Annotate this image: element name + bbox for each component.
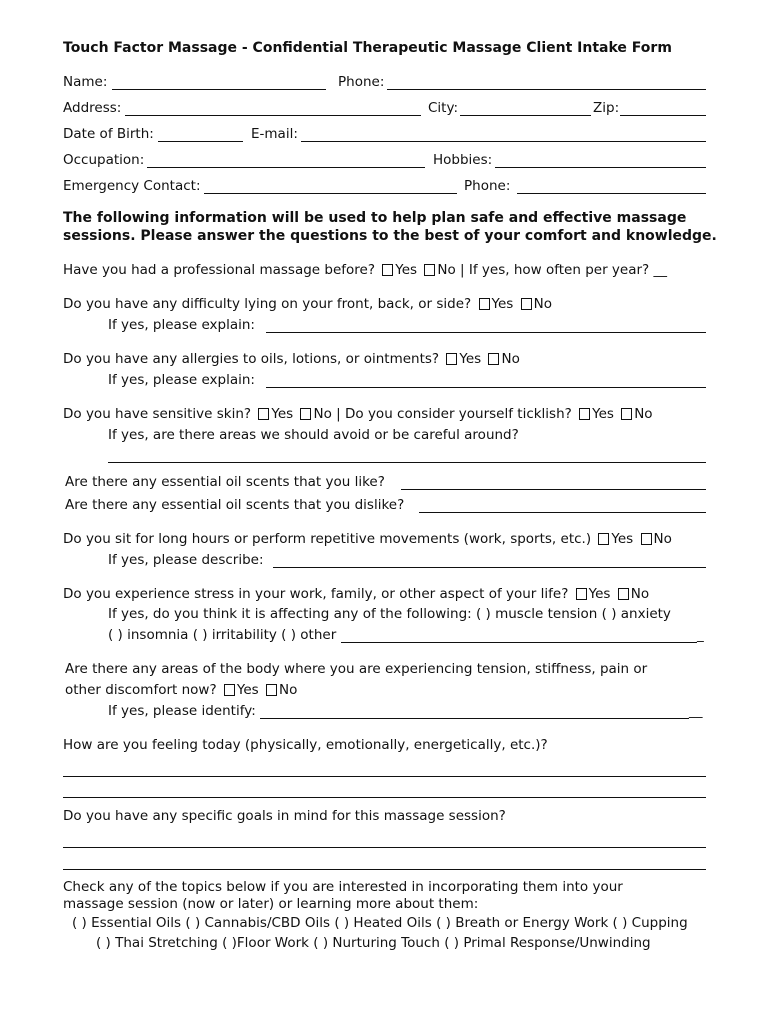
emergency-phone-label: Phone:: [464, 178, 511, 194]
q4-follow-label: If yes, are there areas we should avoid or be careful around?: [108, 427, 519, 443]
city-input[interactable]: [460, 99, 591, 116]
q2-explain-input[interactable]: [266, 316, 706, 333]
city-label: City:: [428, 100, 459, 116]
name-label: Name:: [63, 74, 108, 90]
q3-no-checkbox[interactable]: [488, 353, 499, 365]
q4b-yes-checkbox[interactable]: [579, 408, 590, 420]
q9-answer-line-1[interactable]: [63, 760, 706, 777]
q2-yes-label: Yes: [491, 296, 514, 312]
q9-text: How are you feeling today (physically, emotionally, energetically, etc.)?: [63, 737, 548, 753]
address-label: Address:: [63, 100, 122, 116]
q4-avoid-input[interactable]: [108, 446, 706, 463]
phone-label: Phone:: [338, 74, 385, 90]
q1-tail: | If yes, how often per year? __: [460, 262, 667, 278]
topics-row-2[interactable]: ( ) Thai Stretching ( )Floor Work ( ) Nurturing Touch ( ) Primal Response/Unwinding: [96, 935, 651, 951]
q7-text: Do you experience stress in your work, family, or other aspect of your life?: [63, 586, 569, 602]
q5-like-label: Are there any essential oil scents that you like?: [65, 474, 385, 490]
hobbies-input[interactable]: [495, 151, 706, 168]
q6-yes-checkbox[interactable]: [598, 533, 609, 545]
q1-row: [63, 264, 667, 278]
q6-row: [63, 533, 672, 547]
q1-text: Have you had a professional massage before?: [63, 262, 375, 278]
name-input[interactable]: [112, 73, 326, 90]
q2-yes-checkbox[interactable]: [479, 298, 490, 310]
q4-no-label: No: [313, 406, 332, 422]
topics-line-2: massage session (now or later) or learning more about them:: [63, 896, 479, 912]
q6-describe-input[interactable]: [273, 551, 706, 568]
q5-like-input[interactable]: [401, 473, 706, 490]
q5-dislike-input[interactable]: [419, 496, 706, 513]
q2-text: Do you have any difficulty lying on your front, back, or side?: [63, 296, 472, 312]
q4-yes-label: Yes: [271, 406, 294, 422]
q3-yes-checkbox[interactable]: [446, 353, 457, 365]
email-label: E-mail:: [251, 126, 298, 142]
q4b-no-label: No: [634, 406, 653, 422]
zip-label: Zip:: [593, 100, 620, 116]
q8-yes-label: Yes: [236, 682, 259, 698]
q2-no-label: No: [533, 296, 552, 312]
intro-line-1: The following information will be used to help plan safe and effective massage: [63, 210, 687, 226]
q1-yes-checkbox[interactable]: [382, 264, 393, 276]
q8-no-checkbox[interactable]: [266, 684, 277, 696]
q1-no-checkbox[interactable]: [424, 264, 435, 276]
q5-dislike-label: Are there any essential oil scents that you dislike?: [65, 497, 405, 513]
q4-text: Do you have sensitive skin?: [63, 406, 252, 422]
email-input[interactable]: [301, 125, 706, 142]
emergency-phone-input[interactable]: [517, 177, 706, 194]
topics-line-1: Check any of the topics below if you are interested in incorporating them into your: [63, 879, 623, 895]
q4-yes-checkbox[interactable]: [258, 408, 269, 420]
q4b-no-checkbox[interactable]: [621, 408, 632, 420]
q1-no-label: No: [437, 262, 456, 278]
q8-line-1: Are there any areas of the body where you are experiencing tension, stiffness, pain or: [65, 661, 648, 677]
q3-no-label: No: [501, 351, 520, 367]
dob-input[interactable]: [158, 125, 243, 142]
zip-input[interactable]: [620, 99, 706, 116]
q3-text: Do you have any allergies to oils, lotions, or ointments?: [63, 351, 440, 367]
q7-follow-2: ( ) insomnia ( ) irritability ( ) other: [108, 627, 337, 643]
phone-input[interactable]: [387, 73, 706, 90]
q4-text-2: Do you consider yourself ticklish?: [345, 406, 572, 422]
q7-yes-checkbox[interactable]: [576, 588, 587, 600]
q7-row: [63, 588, 649, 602]
q2-no-checkbox[interactable]: [521, 298, 532, 310]
q3-follow-label: If yes, please explain:: [108, 372, 255, 388]
q3-yes-label: Yes: [459, 351, 482, 367]
q9-answer-line-2[interactable]: [63, 781, 706, 798]
q7-follow-1: If yes, do you think it is affecting any of the following: ( ) muscle tension ( ) anxiety: [108, 606, 671, 622]
emergency-contact-input[interactable]: [204, 177, 457, 194]
form-title: Touch Factor Massage - Confidential Therapeutic Massage Client Intake Form: [63, 40, 672, 56]
q8-yes-checkbox[interactable]: [224, 684, 235, 696]
hobbies-label: Hobbies:: [433, 152, 493, 168]
q8-row: [65, 684, 297, 698]
q7-no-checkbox[interactable]: [618, 588, 629, 600]
q2-row: [63, 298, 552, 312]
dob-label: Date of Birth:: [63, 126, 154, 142]
q4-row: [63, 408, 653, 422]
q1-yes-label: Yes: [395, 262, 418, 278]
q6-follow-label: If yes, please describe:: [108, 552, 264, 568]
q4-no-checkbox[interactable]: [300, 408, 311, 420]
q6-no-label: No: [653, 531, 672, 547]
q8-tail: __: [689, 703, 703, 719]
topics-row-1[interactable]: ( ) Essential Oils ( ) Cannabis/CBD Oils ( ) Heated Oils ( ) Breath or Energy Work ( ) Cupping: [72, 915, 688, 931]
q8-line-2: other discomfort now?: [65, 682, 217, 698]
q10-text: Do you have any specific goals in mind for this massage session?: [63, 808, 506, 824]
q6-no-checkbox[interactable]: [641, 533, 652, 545]
q7-other-input[interactable]: [341, 626, 697, 643]
q7-no-label: No: [630, 586, 650, 602]
q6-yes-label: Yes: [611, 531, 634, 547]
emergency-contact-label: Emergency Contact:: [63, 178, 201, 194]
occupation-label: Occupation:: [63, 152, 145, 168]
q3-row: [63, 353, 520, 367]
intro-line-2: sessions. Please answer the questions to the best of your comfort and knowledge.: [63, 228, 717, 244]
q4-separator: |: [336, 406, 341, 422]
q4b-yes-label: Yes: [592, 406, 614, 422]
q6-text: Do you sit for long hours or perform repetitive movements (work, sports, etc.): [63, 531, 592, 547]
occupation-input[interactable]: [147, 151, 425, 168]
q2-follow-label: If yes, please explain:: [108, 317, 255, 333]
q3-explain-input[interactable]: [266, 371, 706, 388]
q7-tail: _: [697, 627, 704, 643]
q10-answer-line-2[interactable]: [63, 853, 706, 870]
q10-answer-line-1[interactable]: [63, 831, 706, 848]
q8-identify-input[interactable]: [260, 702, 689, 719]
address-input[interactable]: [125, 99, 421, 116]
q8-follow-label: If yes, please identify:: [108, 703, 256, 719]
q8-no-label: No: [279, 682, 298, 698]
q7-yes-label: Yes: [588, 586, 611, 602]
